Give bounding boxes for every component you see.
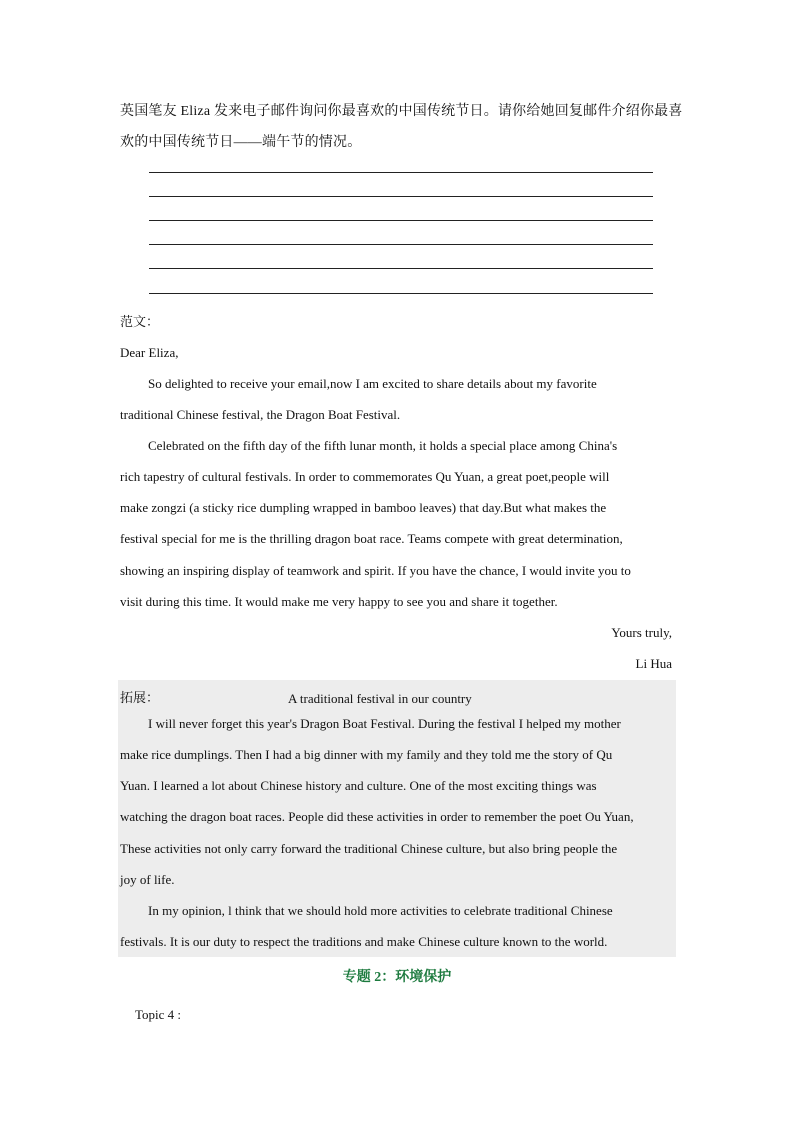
essay-line: rich tapestry of cultural festivals. In order to commemorates Qu Yuan, a great poet,people will <box>120 469 610 484</box>
answer-line <box>149 244 653 245</box>
signature: Li Hua <box>635 656 672 671</box>
extension-line: I will never forget this year's Dragon Boat Festival. During the festival I helped my mother <box>148 716 621 731</box>
extension-line: In my opinion, l think that we should hold more activities to celebrate traditional Chinese <box>148 903 613 918</box>
extension-label: 拓展： <box>120 690 160 705</box>
prompt-line-2: 欢的中国传统节日——端午节的情况。 <box>120 135 362 150</box>
essay-line: Celebrated on the fifth day of the fifth lunar month, it holds a special place among China's <box>148 438 618 453</box>
extension-line: make rice dumplings. Then I had a big dinner with my family and they told me the story of Qu <box>120 747 613 762</box>
model-essay-label: 范文： <box>120 314 160 329</box>
answer-line <box>149 268 653 269</box>
extension-line: joy of life. <box>120 872 175 887</box>
answer-line <box>149 172 653 173</box>
essay-line: So delighted to receive your email,now I am excited to share details about my favorite <box>148 376 597 391</box>
topic-heading: 专题 2：环境保护 <box>342 970 452 985</box>
extension-line: These activities not only carry forward the traditional Chinese culture, but also bring people the <box>120 841 618 856</box>
prompt-line-1: 英国笔友 Eliza 发来电子邮件询问你最喜欢的中国传统节日。请你给她回复邮件介绍你最喜 <box>120 104 683 119</box>
closing: Yours truly, <box>611 625 672 640</box>
essay-line: festival special for me is the thrilling dragon boat race. Teams compete with great determination, <box>120 531 623 546</box>
salutation: Dear Eliza, <box>120 345 179 360</box>
topic-4-label: Topic 4 : <box>135 1007 182 1022</box>
extension-line: Yuan. I learned a lot about Chinese history and culture. One of the most exciting things was <box>120 778 597 793</box>
extension-line: watching the dragon boat races. People did these activities in order to remember the poet Ou Yuan, <box>120 809 634 824</box>
essay-line: visit during this time. It would make me very happy to see you and share it together. <box>120 594 558 609</box>
essay-line: traditional Chinese festival, the Dragon Boat Festival. <box>120 407 401 422</box>
answer-line <box>149 293 653 294</box>
extension-line: festivals. It is our duty to respect the traditions and make Chinese culture known to the world. <box>120 934 608 949</box>
essay-line: showing an inspiring display of teamwork and spirit. If you have the chance, I would invite you to <box>120 563 631 578</box>
extension-title: A traditional festival in our country <box>288 691 472 706</box>
essay-line: make zongzi (a sticky rice dumpling wrapped in bamboo leaves) that day.But what makes the <box>120 500 607 515</box>
answer-line <box>149 196 653 197</box>
answer-line <box>149 220 653 221</box>
